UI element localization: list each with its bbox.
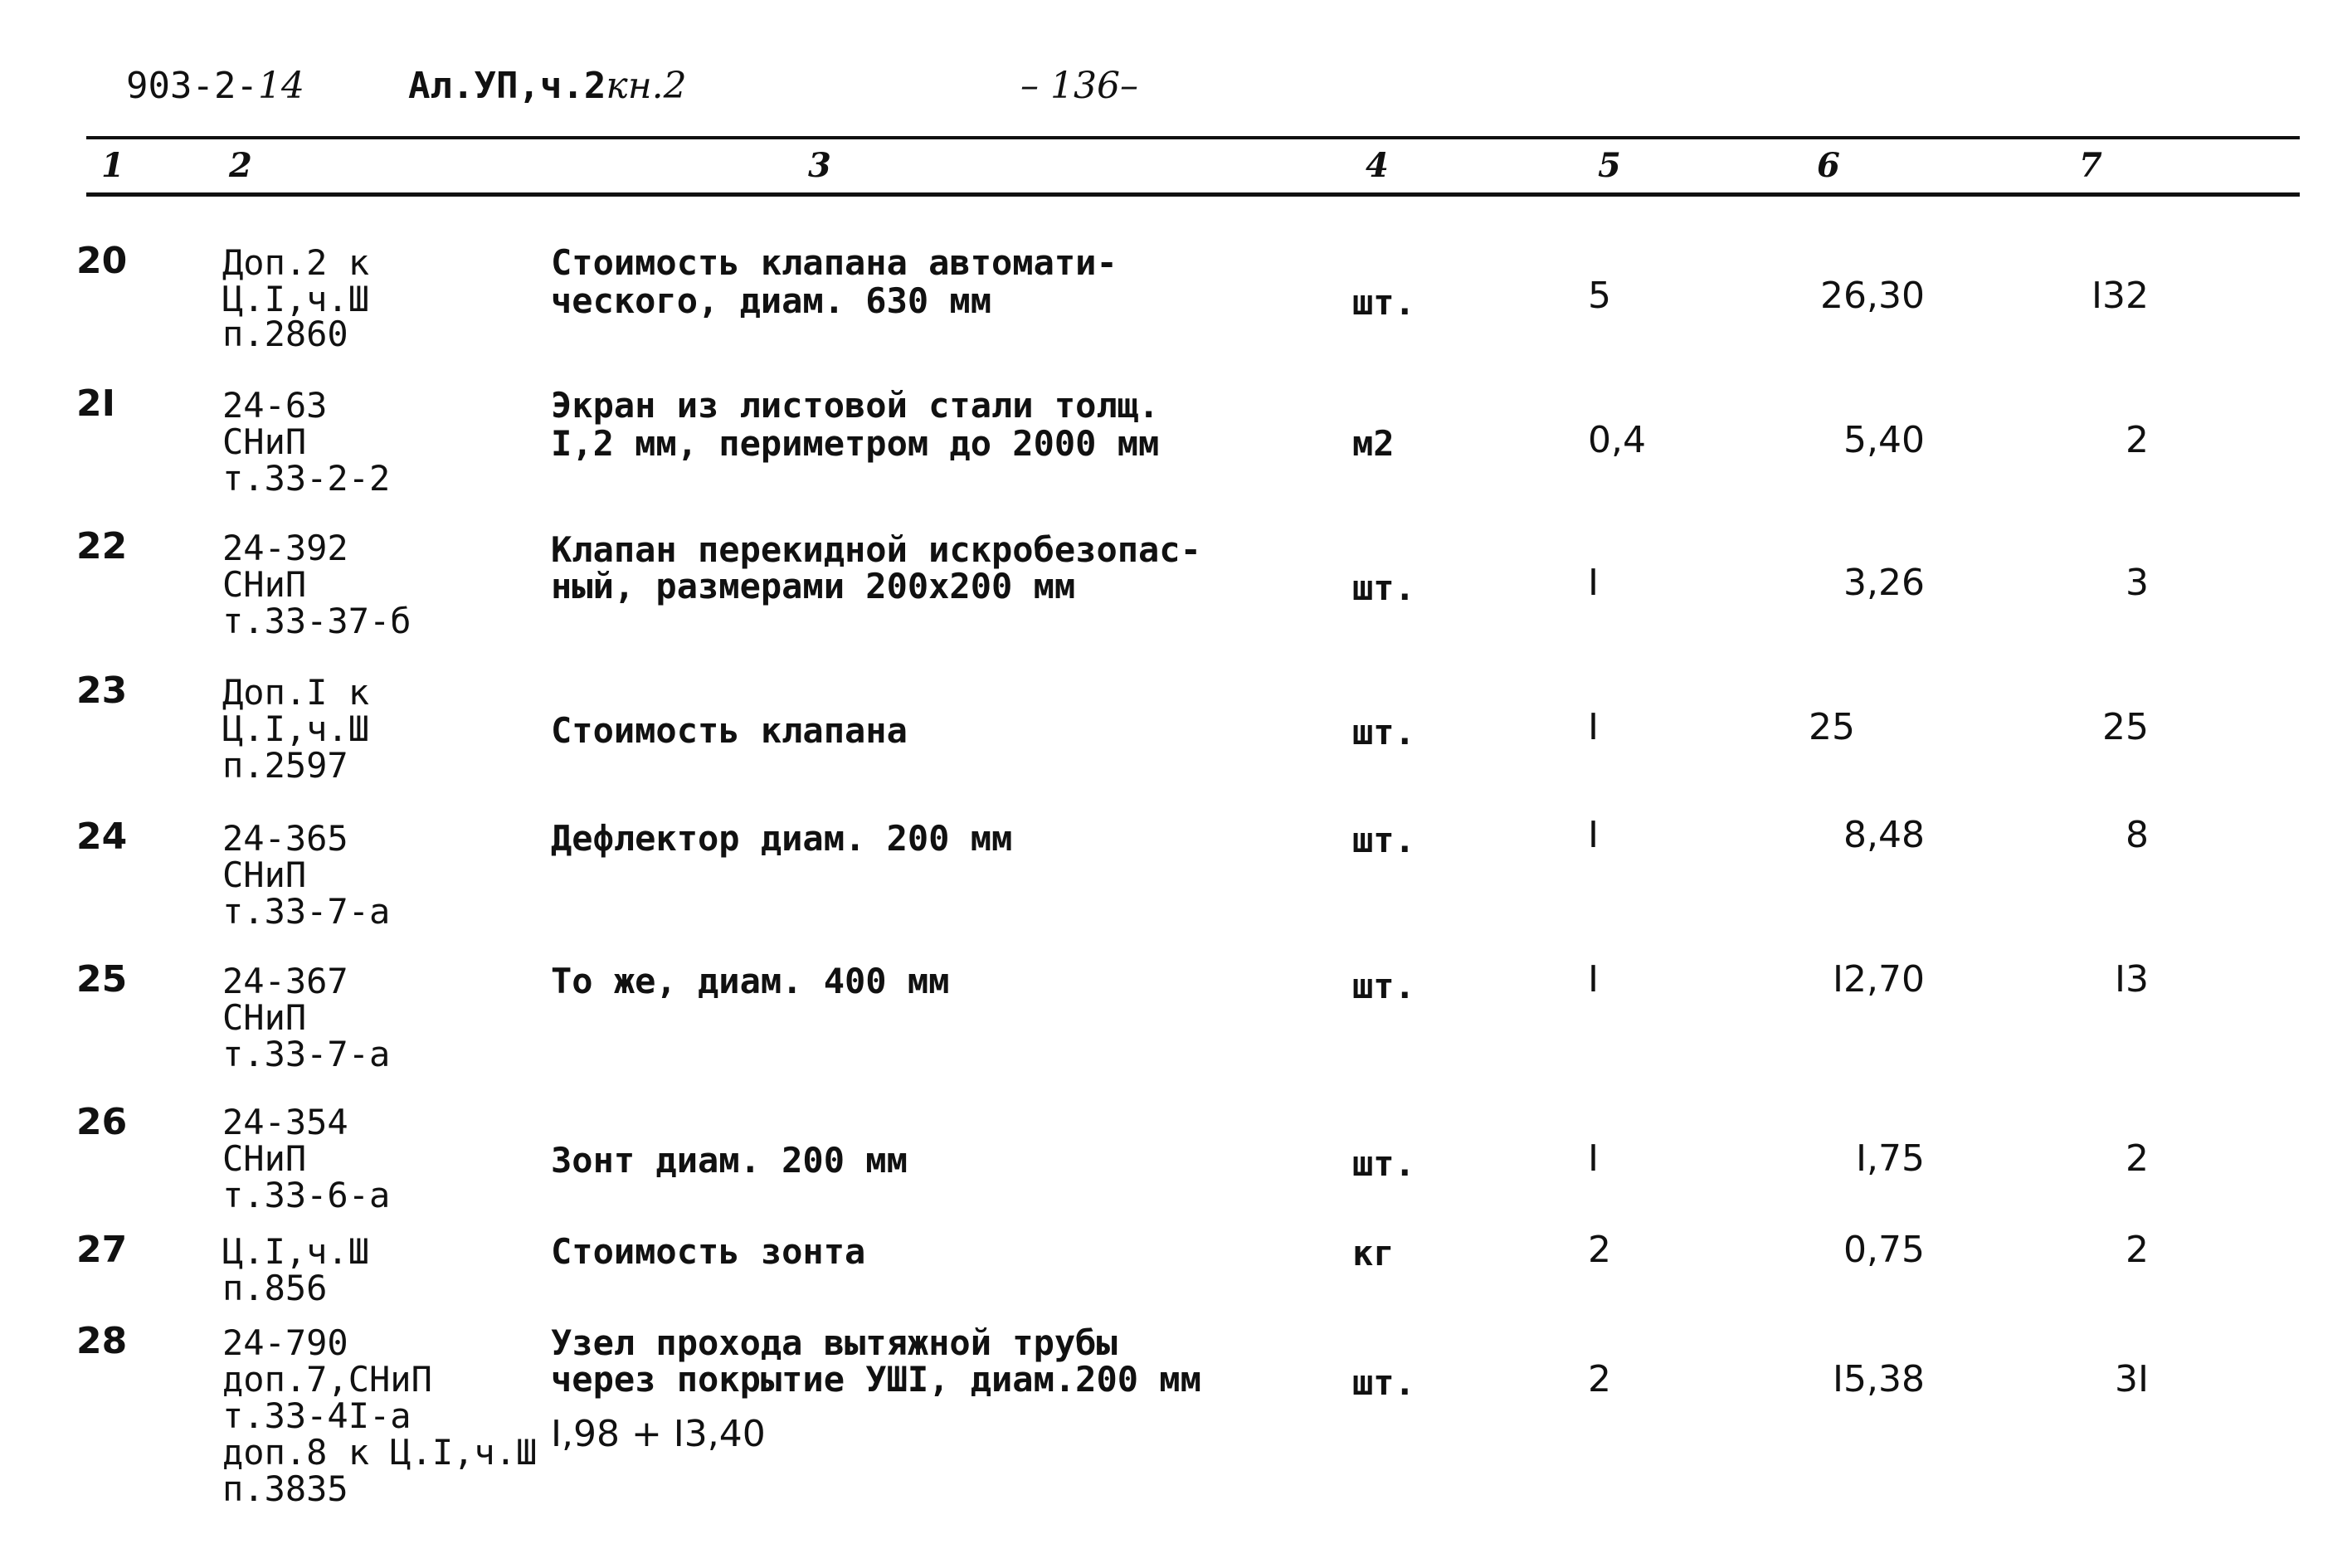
ref-line: Ц.I,ч.Ш	[222, 279, 370, 319]
description-line: Узел прохода вытяжной трубы	[551, 1322, 1118, 1363]
ref-line: т.33-7-а	[222, 1034, 391, 1074]
ref-line: СНиП	[222, 1138, 307, 1179]
quantity: 2	[1588, 1358, 1611, 1400]
ref-line: т.33-7-а	[222, 891, 391, 932]
description-line: То же, диам. 400 мм	[551, 961, 950, 1001]
column-number-6: 6	[1817, 146, 1840, 185]
total-cost: 3	[2126, 562, 2149, 604]
calculation-note: I,98 + I3,40	[551, 1413, 766, 1455]
total-cost: 25	[2102, 706, 2149, 748]
total-cost: 2	[2126, 1137, 2149, 1180]
description-line: через покрытие УШI, диам.200 мм	[551, 1359, 1201, 1400]
description-line: Клапан перекидной искробезопас-	[551, 529, 1201, 570]
row-number: 27	[76, 1229, 128, 1271]
quantity: 2	[1588, 1229, 1611, 1271]
quantity: I	[1588, 814, 1599, 856]
ref-line: СНиП	[222, 855, 307, 895]
header-rule-bottom	[86, 192, 2300, 197]
total-cost: 2	[2126, 419, 2149, 461]
album-ref: Ал.УП,ч.2кн.2	[408, 65, 687, 107]
ref-line: 24-365	[222, 818, 348, 859]
ref-line: 24-392	[222, 528, 348, 568]
column-number-4: 4	[1366, 146, 1389, 185]
description-line: Стоимость клапана автомати-	[551, 242, 1118, 283]
total-cost: 3I	[2115, 1358, 2149, 1400]
total-cost: I3	[2115, 958, 2149, 1001]
unit: шт.	[1352, 966, 1415, 1006]
row-number: 20	[76, 240, 128, 282]
page-number: – 136–	[1020, 65, 1138, 107]
column-number-7: 7	[2079, 146, 2102, 185]
unit: шт.	[1352, 1143, 1415, 1184]
ref-line: СНиП	[222, 421, 307, 462]
quantity: I	[1588, 562, 1599, 604]
ref-line: Доп.I к	[222, 672, 370, 713]
ref-line: доп.7,СНиП	[222, 1359, 432, 1400]
unit-price: I5,38	[1833, 1358, 1925, 1400]
total-cost: I32	[2091, 275, 2149, 317]
unit-price: 25	[1809, 706, 1855, 748]
unit: шт.	[1352, 820, 1415, 860]
ref-line: 24-354	[222, 1102, 348, 1142]
unit: шт.	[1352, 1362, 1415, 1403]
ref-line: т.33-4I-а	[222, 1395, 411, 1436]
description-line: ческого, диам. 630 мм	[551, 280, 992, 321]
unit-price: 8,48	[1843, 814, 1925, 856]
total-cost: 2	[2126, 1229, 2149, 1271]
ref-line: СНиП	[222, 564, 307, 605]
quantity: I	[1588, 706, 1599, 748]
description-line: I,2 мм, периметром до 2000 мм	[551, 423, 1160, 464]
header-rule-top	[86, 136, 2300, 139]
unit-price: 26,30	[1820, 275, 1925, 317]
column-number-3: 3	[808, 146, 831, 185]
doc-code: 903-2-14	[126, 65, 304, 107]
ref-line: т.33-37-б	[222, 601, 411, 641]
album-handwritten: кн.2	[606, 65, 687, 107]
row-number: 25	[76, 958, 128, 1001]
total-cost: 8	[2126, 814, 2149, 856]
row-number: 24	[76, 816, 128, 858]
unit-price: 5,40	[1843, 419, 1925, 461]
ref-line: 24-367	[222, 961, 348, 1001]
unit-price: I,75	[1856, 1137, 1925, 1180]
row-number: 28	[76, 1320, 128, 1362]
unit: м2	[1352, 423, 1395, 464]
ref-line: п.3835	[222, 1468, 348, 1509]
unit-price: 0,75	[1843, 1229, 1925, 1271]
column-number-1: 1	[101, 146, 124, 185]
ref-line: т.33-6-а	[222, 1175, 391, 1215]
ref-line: 24-63	[222, 385, 328, 426]
quantity: 0,4	[1588, 419, 1646, 461]
quantity: 5	[1588, 275, 1611, 317]
unit: кг	[1352, 1233, 1395, 1273]
description-line: Зонт диам. 200 мм	[551, 1140, 908, 1181]
ref-line: Доп.2 к	[222, 242, 370, 283]
ref-line: п.2597	[222, 745, 348, 786]
unit: шт.	[1352, 567, 1415, 608]
description-line: Экран из листовой стали толщ.	[551, 385, 1160, 426]
unit: шт.	[1352, 712, 1415, 752]
ref-line: п.2860	[222, 314, 348, 354]
unit: шт.	[1352, 282, 1415, 323]
unit-price: I2,70	[1833, 958, 1925, 1001]
quantity: I	[1588, 1137, 1599, 1180]
ref-line: СНиП	[222, 997, 307, 1038]
ref-line: т.33-2-2	[222, 458, 391, 499]
description-line: Дефлектор диам. 200 мм	[551, 818, 1013, 859]
doc-code-handwritten: 14	[257, 65, 304, 107]
ref-line: п.856	[222, 1268, 328, 1308]
description-line: Стоимость зонта	[551, 1231, 866, 1272]
unit-price: 3,26	[1843, 562, 1925, 604]
row-number: 22	[76, 525, 128, 567]
column-number-2: 2	[229, 146, 252, 185]
quantity: I	[1588, 958, 1599, 1001]
column-number-5: 5	[1598, 146, 1621, 185]
row-number: 26	[76, 1101, 128, 1143]
description-line: ный, размерами 200х200 мм	[551, 566, 1076, 606]
description-line: Стоимость клапана	[551, 710, 908, 751]
row-number: 23	[76, 670, 128, 712]
ref-line: Ц.I,ч.Ш	[222, 709, 370, 749]
ref-line: Ц.I,ч.Ш	[222, 1231, 370, 1272]
row-number: 2I	[76, 382, 115, 425]
ref-line: 24-790	[222, 1322, 348, 1363]
ref-line: доп.8 к Ц.I,ч.Ш	[222, 1432, 538, 1473]
